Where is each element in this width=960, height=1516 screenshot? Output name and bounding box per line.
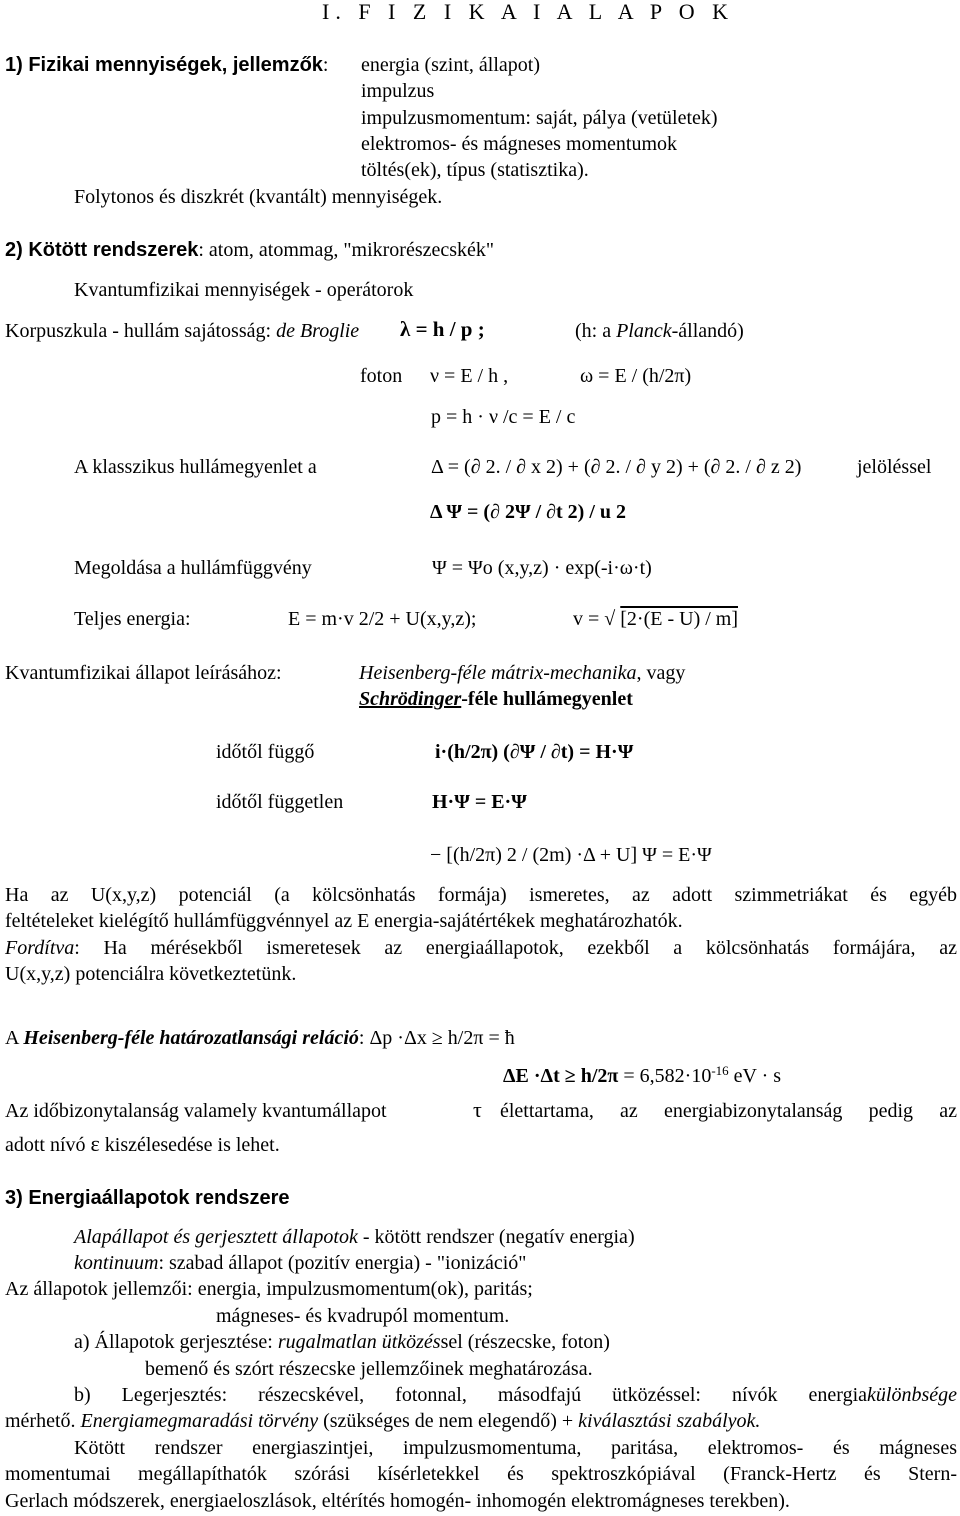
s2-laplace-formula: Δ = (∂ 2. / ∂ x 2) + (∂ 2. / ∂ y 2) + (∂ 2. / ∂ z 2) (431, 456, 802, 478)
s2-uncertainty-a: A (5, 1027, 24, 1049)
s1-note: Folytonos és diszkrét (kvantált) mennyiségek. (74, 186, 443, 208)
s2-total-energy-label: Teljes energia: (74, 608, 191, 630)
s3-ground-state-name: Alapállapot és gerjesztett állapotok (74, 1226, 358, 1248)
s3-continuum-desc: : szabad állapot (pozitív energia) - "ionizáció" (158, 1252, 527, 1274)
s2-tau-symbol: τ (473, 1097, 482, 1122)
s2-time-independent-eq: H·Ψ = E·Ψ (432, 791, 527, 813)
s2-psi-formula: Ψ = Ψo (x,y,z) · exp(-i·ω·t) (432, 557, 652, 579)
s2-para1-line2: feltételeket kielégítő hullámfüggvénnyel az E energia-sajátértékek meghatározhatók. (5, 910, 683, 932)
s3-conservation-a: mérhető. (5, 1410, 81, 1432)
s2-nu-formula: ν = E / h , (430, 365, 509, 387)
s1-item-3: elektromos- és mágneses momentumok (361, 133, 678, 155)
s2-jelolessel: jelöléssel (857, 456, 932, 478)
s2-heisenberg-vagy: , vagy (636, 662, 686, 684)
s3-continuum-line (74, 1253, 526, 1273)
s2-para2-line1 (5, 938, 957, 958)
s3-continuum-name: kontinuum (74, 1252, 159, 1274)
s1-item-2: impulzusmomentum: saját, pálya (vetületek) (361, 107, 718, 129)
s3-deexcitation-line (74, 1385, 957, 1405)
s2-energy-time-unit: eV · s (728, 1065, 782, 1087)
s2-velocity-a: v = √ (573, 608, 616, 630)
s2-energy-time-exp: -16 (711, 1063, 729, 1078)
s3-conservation-line (5, 1411, 760, 1431)
s2-uncertainty-formula: : Δp ·Δx ≥ h/2π = ħ (358, 1027, 515, 1049)
s2-planck-note (575, 321, 744, 341)
s2-para1-line1: Ha az U(x,y,z) potenciál (a kölcsönhatás formája) ismeretes, az adott szimmetriákat és egyéb (5, 884, 957, 906)
s2-energy-time-line (503, 1063, 782, 1087)
s3-para-line3: Gerlach módszerek, energiaeloszlások, eltérítés homogén- inhomogén elektromágneses terekben). (5, 1490, 790, 1512)
s2-schrodinger-name: Schrödinger (359, 688, 462, 710)
s2-schrodinger-line (359, 689, 633, 709)
s3-ground-state-line (74, 1227, 635, 1247)
s3-deexcitation-b: különbsége (867, 1384, 957, 1406)
s2-debroglie-text: Korpuszkula - hullám sajátosság: (5, 320, 277, 342)
s2-schrodinger-eq: − [(h/2π) 2 / (2m) ·Δ + U] Ψ = E·Ψ (430, 844, 712, 866)
s2-lifetime-line2 (5, 1133, 280, 1155)
s2-energy-formula: E = m·v 2/2 + U(x,y,z); (288, 608, 477, 630)
section-2-heading (5, 240, 494, 260)
s2-velocity-formula (573, 609, 738, 629)
s1-item-0: energia (szint, állapot) (361, 54, 541, 76)
s3-selection-rules: kiválasztási szabályok. (578, 1410, 761, 1432)
s2-heisenberg-matrix: Heisenberg-féle mátrix-mechanika (359, 662, 637, 684)
s2-uncertainty-line (5, 1028, 515, 1048)
s2-planck-a: (h: a (575, 320, 617, 342)
s1-item-4: töltés(ek), típus (statisztika). (361, 159, 589, 181)
s2-planck-c: -állandó) (671, 320, 744, 342)
s2-time-independent-label: időtől független (216, 791, 344, 813)
section-1-heading (5, 55, 328, 75)
s2-heisenberg-line (359, 663, 685, 683)
s3-para-line2: momentumai megállapíthatók szórási kísérletekkel és spektroszkópiával (Franck-Hertz és Stern- (5, 1463, 957, 1485)
s2-foton-label: foton (360, 365, 403, 387)
s3-excitation-c: sel (részecske, foton) (440, 1331, 610, 1353)
section-2-title: 2) Kötött rendszerek (5, 239, 199, 261)
s2-time-dependent-eq: i·(h/2π) (∂Ψ / ∂t) = H·Ψ (435, 741, 634, 763)
section-1-colon: : (322, 54, 329, 76)
s2-energy-time-value: = 6,582·10 (618, 1065, 712, 1087)
s3-conservation-law: Energiamegmaradási törvény (80, 1410, 319, 1432)
s2-wave-equation: Δ Ψ = (∂ 2Ψ / ∂t 2) / u 2 (430, 501, 627, 523)
s2-energy-time-formula: ΔE ·Δt ≥ h/2π (503, 1065, 619, 1087)
section-2-rest: : atom, atommag, "mikrorészecskék" (198, 239, 495, 261)
s2-lifetime-line1a: Az időbizonytalanság valamely kvantumállapot (5, 1100, 387, 1122)
s2-debroglie-name: de Broglie (276, 320, 360, 342)
s2-momentum-formula: p = h · ν /c = E / c (431, 406, 576, 428)
section-3-heading: 3) Energiaállapotok rendszere (5, 1187, 290, 1209)
s3-excitation-a: a) Állapotok gerjesztése: (74, 1331, 278, 1353)
s2-uncertainty-name: Heisenberg-féle határozatlansági reláció (23, 1027, 359, 1049)
s2-schrodinger-rest: -féle hullámegyenlet (461, 688, 633, 710)
s2-para2-line2: U(x,y,z) potenciálra következtetünk. (5, 963, 297, 985)
section-1-title: 1) Fizikai mennyiségek, jellemzők (5, 54, 323, 76)
s3-deexcitation-a: b) Legerjesztés: részecskével, fotonnal, másodfajú ütközéssel: nívók energia (74, 1384, 868, 1406)
s3-excitation-b: rugalmatlan ütközés (277, 1331, 441, 1353)
s2-para2-rest: : Ha mérésekből ismeretesek az energiaállapotok, ezekből a kölcsönhatás formájára, az (74, 937, 957, 959)
s2-lifetime-rest: kiszélesedése is lehet. (104, 1134, 280, 1156)
page-title: I. F I Z I K A I A L A P O K (322, 0, 735, 24)
s3-para-line1: Kötött rendszer energiaszintjei, impulzusmomentuma, paritása, elektromos- és mágneses (74, 1437, 957, 1459)
s2-debroglie-line (5, 321, 359, 341)
s3-excitation-line (74, 1332, 610, 1352)
s3-ground-state-desc: - kötött rendszer (negatív energia) (357, 1226, 635, 1248)
s2-debroglie-formula: λ = h / p ; (400, 317, 485, 341)
s2-omega-formula: ω = E / (h/2π) (580, 365, 692, 387)
s2-operators-line: Kvantumfizikai mennyiségek - operátorok (74, 279, 414, 301)
s2-quantum-state-label: Kvantumfizikai állapot leírásához: (5, 662, 282, 684)
s1-item-1: impulzus (361, 80, 435, 102)
s3-properties-line: Az állapotok jellemzői: energia, impulzusmomentum(ok), paritás; (5, 1278, 533, 1300)
s3-properties-line2: mágneses- és kvadrupól momentum. (216, 1305, 510, 1327)
s2-epsilon-symbol: ε (90, 1131, 100, 1156)
s2-velocity-b: [2·(E - U) / m] (620, 608, 738, 630)
s2-planck-name: Planck (616, 320, 672, 342)
s2-lifetime-line1b: élettartama, az energiabizonytalanság pedig az (500, 1100, 957, 1122)
s3-excitation-line2: bemenő és szórt részecske jellemzőinek meghatározása. (145, 1358, 593, 1380)
s3-conservation-c: (szükséges de nem elegendő) + (318, 1410, 579, 1432)
s2-classic-wave-label: A klasszikus hullámegyenlet a (74, 456, 317, 478)
s2-para2-fordítva: Fordítva (5, 937, 75, 959)
s2-lifetime-nivo: adott nívó (5, 1134, 86, 1156)
s2-time-dependent-label: időtől függő (216, 741, 315, 763)
s2-solution-label: Megoldása a hullámfüggvény (74, 557, 312, 579)
